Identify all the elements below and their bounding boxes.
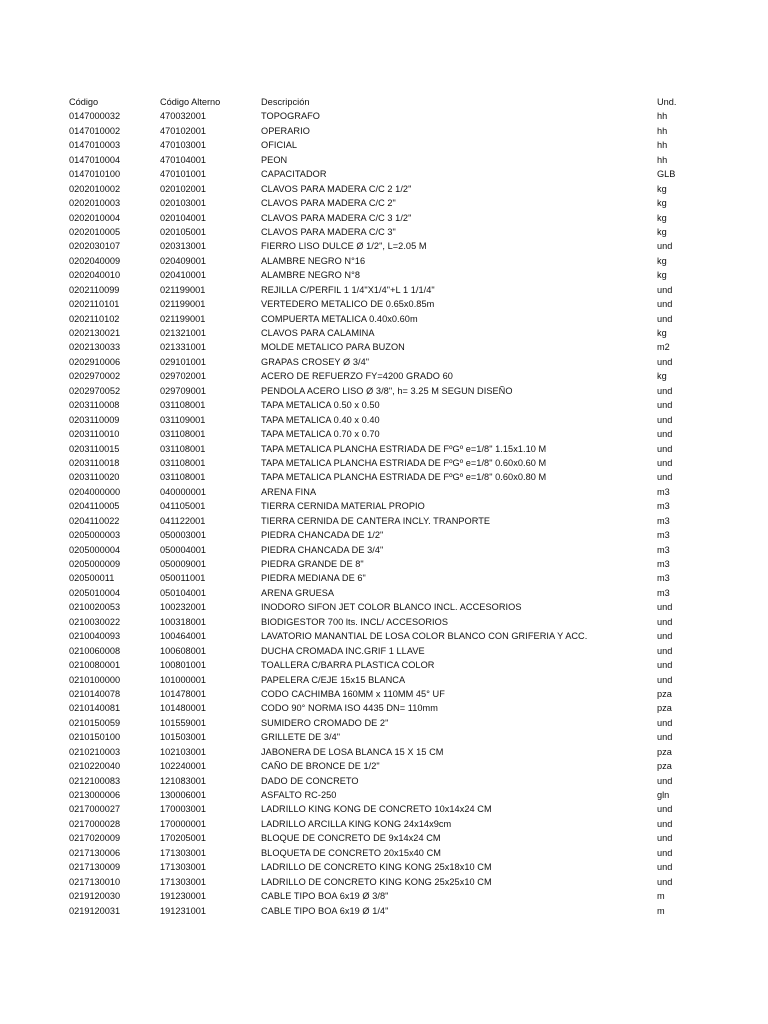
row-alt-code: 021321001	[160, 328, 206, 338]
row-code: 0205010004	[69, 587, 121, 598]
row-unit: und	[657, 717, 673, 728]
row-unit: m3	[657, 544, 670, 555]
table-row	[69, 427, 749, 441]
row-unit: und	[657, 818, 673, 829]
table-row	[69, 182, 749, 196]
row-code: 0147010100	[69, 169, 121, 180]
table-row	[69, 369, 749, 383]
row-unit: und	[657, 732, 673, 743]
row-alt-code: 170000001	[160, 818, 206, 829]
row-description: CLAVOS PARA MADERA C/C 3"	[261, 226, 396, 237]
table-row	[69, 687, 749, 701]
row-code: 0205000004	[69, 544, 121, 555]
row-alt-code: 050003001	[160, 530, 206, 541]
row-description: CAÑO DE BRONCE DE 1/2"	[261, 761, 380, 772]
row-unit: und	[657, 631, 673, 642]
row-code: 0202970002	[69, 371, 121, 382]
row-alt-code: 470104001	[160, 154, 206, 165]
row-alt-code: 020103001	[160, 198, 206, 209]
row-unit: und	[657, 645, 673, 656]
row-unit: und	[657, 862, 673, 873]
row-alt-code: 020410001	[160, 270, 206, 281]
row-description: COMPUERTA METALICA 0.40x0.60m	[261, 313, 418, 324]
table-row	[69, 456, 749, 470]
row-description: CODO 90° NORMA ISO 4435 DN= 110mm	[261, 703, 438, 714]
row-unit: pza	[657, 703, 672, 714]
row-alt-code: 020105001	[160, 226, 206, 237]
row-code: 0202010004	[69, 212, 121, 223]
row-description: PAPELERA C/EJE 15x15 BLANCA	[261, 674, 406, 685]
table-row	[69, 817, 749, 831]
row-description: OFICIAL	[261, 140, 298, 151]
row-code: 0205000009	[69, 559, 121, 569]
row-description: BIODIGESTOR 700 lts. INCL/ ACCESORIOS	[261, 616, 449, 627]
row-unit: und	[657, 457, 673, 468]
row-description: JABONERA DE LOSA BLANCA 15 X 15 CM	[261, 746, 444, 757]
row-description: BLOQUE DE CONCRETO DE 9x14x24 CM	[261, 833, 441, 844]
row-alt-code: 021199001	[160, 284, 206, 295]
row-alt-code: 020409001	[160, 255, 206, 266]
row-unit: kg	[657, 371, 667, 382]
row-description: TAPA METALICA 0.50 x 0.50	[261, 400, 380, 411]
row-code: 0202110102	[69, 313, 120, 324]
row-unit: hh	[657, 140, 668, 151]
row-code: 0202110101	[69, 299, 120, 310]
row-unit: hh	[657, 111, 668, 122]
row-unit: und	[657, 385, 673, 396]
row-alt-code: 102240001	[160, 761, 206, 772]
row-code: 0203110015	[69, 443, 120, 454]
table-row	[69, 442, 749, 456]
row-alt-code: 031108001	[160, 443, 206, 454]
row-alt-code: 130006001	[160, 790, 206, 800]
row-code: 0147010003	[69, 140, 121, 151]
row-description: REJILLA C/PERFIL 1 1/4"X1/4"+L 1 1/1/4"	[261, 284, 435, 295]
row-unit: und	[657, 602, 673, 613]
row-alt-code: 470101001	[160, 169, 206, 180]
row-unit: und	[657, 804, 673, 815]
row-description: TOALLERA C/BARRA PLASTICA COLOR	[261, 660, 435, 671]
row-unit: hh	[657, 154, 668, 165]
row-code: 0147010002	[69, 125, 121, 136]
row-unit: und	[657, 660, 673, 671]
row-unit: hh	[657, 125, 668, 136]
row-description: LAVATORIO MANANTIAL DE LOSA COLOR BLANCO CON GRIFERIA Y ACC.	[261, 631, 588, 642]
row-alt-code: 040000001	[160, 486, 206, 497]
row-description: MOLDE METALICO PARA BUZON	[261, 342, 405, 353]
row-alt-code: 100608001	[160, 645, 206, 656]
table-row	[69, 774, 749, 788]
row-alt-code: 020313001	[160, 241, 206, 252]
row-unit: und	[657, 833, 673, 844]
row-code: 0210140081	[69, 703, 121, 714]
row-alt-code: 031108001	[160, 429, 206, 440]
row-description: ARENA FINA	[261, 486, 317, 497]
row-description: TAPA METALICA PLANCHA ESTRIADA DE FºGº e=1/8" 1.15x1.10 M	[261, 443, 547, 454]
row-alt-code: 050104001	[160, 587, 206, 598]
row-alt-code: 121083001	[160, 775, 206, 786]
row-code: 0210060008	[69, 645, 121, 656]
table-row	[69, 239, 749, 253]
row-alt-code: 021331001	[160, 342, 206, 353]
row-alt-code: 100318001	[160, 616, 206, 627]
row-alt-code: 029709001	[160, 385, 206, 396]
row-code: 0202010003	[69, 198, 121, 209]
table-row	[69, 340, 749, 354]
table-row	[69, 889, 749, 903]
table-row	[69, 283, 749, 297]
row-code: 0203110018	[69, 457, 120, 468]
table-row	[69, 860, 749, 874]
row-unit: und	[657, 472, 673, 483]
row-unit: GLB	[657, 169, 676, 180]
row-description: CODO CACHIMBA 160MM x 110MM 45° UF	[261, 688, 445, 699]
row-code: 0210100000	[69, 674, 121, 685]
table-row	[69, 875, 749, 889]
row-alt-code: 171303001	[160, 876, 206, 887]
row-alt-code: 031109001	[160, 414, 206, 425]
table-body	[69, 109, 749, 918]
row-description: PIEDRA CHANCADA DE 3/4"	[261, 544, 384, 555]
row-unit: und	[657, 241, 673, 252]
header-alt-code: Código Alterno	[160, 97, 221, 107]
row-code: 0203110020	[69, 472, 120, 483]
row-unit: m2	[657, 342, 670, 353]
row-description: LADRILLO ARCILLA KING KONG 24x14x9cm	[261, 818, 452, 829]
header-description: Descripción	[261, 97, 310, 107]
row-unit: pza	[657, 688, 672, 699]
table-row	[69, 586, 749, 600]
row-code: 0219120030	[69, 891, 121, 902]
table-row	[69, 644, 749, 658]
row-alt-code: 020104001	[160, 212, 206, 223]
row-alt-code: 470103001	[160, 140, 206, 151]
row-code: 020500011	[69, 573, 115, 584]
table-row	[69, 904, 749, 918]
row-alt-code: 031108001	[160, 400, 206, 411]
table-row	[69, 673, 749, 687]
table-header	[69, 95, 749, 109]
row-description: CLAVOS PARA MADERA C/C 2"	[261, 198, 396, 209]
row-unit: m3	[657, 486, 670, 497]
row-description: VERTEDERO METALICO DE 0.65x0.85m	[261, 299, 435, 310]
row-code: 0203110009	[69, 414, 120, 425]
row-code: 0210210003	[69, 746, 121, 757]
row-description: ARENA GRUESA	[261, 587, 335, 598]
row-description: PENDOLA ACERO LISO Ø 3/8", h= 3.25 M SEGUN DISEÑO	[261, 385, 513, 396]
row-code: 0204110005	[69, 501, 120, 512]
row-code: 0213000006	[69, 790, 121, 800]
row-code: 0210080001	[69, 660, 121, 671]
row-alt-code: 020102001	[160, 183, 206, 194]
row-code: 0202030107	[69, 241, 121, 252]
row-alt-code: 050004001	[160, 544, 206, 555]
table-row	[69, 254, 749, 268]
row-alt-code: 029101001	[160, 356, 206, 367]
table-row	[69, 413, 749, 427]
row-unit: m3	[657, 573, 670, 584]
row-description: CAPACITADOR	[261, 169, 327, 180]
row-unit: und	[657, 400, 673, 411]
table-row	[69, 124, 749, 138]
row-description: FIERRO LISO DULCE Ø 1/2", L=2.05 M	[261, 241, 427, 252]
row-unit: m3	[657, 515, 670, 526]
row-description: GRILLETE DE 3/4"	[261, 732, 341, 743]
row-alt-code: 171303001	[160, 862, 206, 873]
row-code: 0217130010	[69, 876, 121, 887]
row-code: 0210040093	[69, 631, 121, 642]
table-row	[69, 846, 749, 860]
row-unit: und	[657, 443, 673, 454]
row-description: TAPA METALICA 0.70 x 0.70	[261, 429, 380, 440]
table-row	[69, 470, 749, 484]
row-unit: und	[657, 847, 673, 858]
row-description: LADRILLO KING KONG DE CONCRETO 10x14x24 CM	[261, 804, 492, 815]
row-description: TAPA METALICA PLANCHA ESTRIADA DE FºGº e=1/8" 0.60x0.60 M	[261, 457, 547, 468]
row-description: CLAVOS PARA CALAMINA	[261, 328, 375, 338]
row-alt-code: 170003001	[160, 804, 206, 815]
row-code: 0202130021	[69, 328, 121, 338]
row-alt-code: 470032001	[160, 111, 206, 122]
row-description: PEON	[261, 154, 288, 165]
row-code: 0202970052	[69, 385, 121, 396]
row-code: 0210030022	[69, 616, 121, 627]
table-row	[69, 384, 749, 398]
table-row	[69, 788, 749, 802]
row-alt-code: 021199001	[160, 313, 206, 324]
row-unit: kg	[657, 226, 667, 237]
row-description: ACERO DE REFUERZO FY=4200 GRADO 60	[261, 371, 453, 382]
table-row	[69, 312, 749, 326]
table-row	[69, 268, 749, 282]
table-row	[69, 109, 749, 123]
row-code: 0202110099	[69, 284, 120, 295]
row-alt-code: 171303001	[160, 847, 206, 858]
table-row	[69, 138, 749, 152]
row-alt-code: 100801001	[160, 660, 206, 671]
row-unit: und	[657, 414, 673, 425]
row-description: TIERRA CERNIDA MATERIAL PROPIO	[261, 501, 425, 512]
row-code: 0205000003	[69, 530, 121, 541]
row-alt-code: 029702001	[160, 371, 206, 382]
table-row	[69, 514, 749, 528]
row-alt-code: 101503001	[160, 732, 206, 743]
table-row	[69, 528, 749, 542]
row-description: TOPOGRAFO	[261, 111, 320, 122]
row-description: TIERRA CERNIDA DE CANTERA INCLY. TRANPORTE	[261, 515, 491, 526]
row-alt-code: 470102001	[160, 125, 206, 136]
row-description: INODORO SIFON JET COLOR BLANCO INCL. ACCESORIOS	[261, 602, 522, 613]
row-unit: m	[657, 905, 665, 916]
row-unit: und	[657, 284, 673, 295]
row-unit: kg	[657, 255, 667, 266]
table-row	[69, 759, 749, 773]
table-row	[69, 615, 749, 629]
row-description: DUCHA CROMADA INC.GRIF 1 LLAVE	[261, 645, 425, 656]
row-code: 0217000028	[69, 818, 121, 829]
row-unit: und	[657, 876, 673, 887]
row-description: SUMIDERO CROMADO DE 2"	[261, 717, 389, 728]
row-code: 0217130006	[69, 847, 121, 858]
table-row	[69, 543, 749, 557]
table-row	[69, 485, 749, 499]
table-row	[69, 196, 749, 210]
row-code: 0204110022	[69, 515, 120, 526]
row-unit: und	[657, 616, 673, 627]
row-code: 0217000027	[69, 804, 121, 815]
row-description: CLAVOS PARA MADERA C/C 3 1/2"	[261, 212, 412, 223]
row-description: OPERARIO	[261, 125, 310, 136]
table-row	[69, 326, 749, 340]
row-description: PIEDRA CHANCADA DE 1/2"	[261, 530, 384, 541]
row-code: 0202010005	[69, 226, 121, 237]
row-alt-code: 100464001	[160, 631, 206, 642]
table-row	[69, 211, 749, 225]
row-alt-code: 031108001	[160, 472, 206, 483]
row-code: 0210150100	[69, 732, 121, 743]
row-code: 0202010002	[69, 183, 121, 194]
row-unit: m3	[657, 501, 670, 512]
row-unit: und	[657, 299, 673, 310]
row-code: 0219120031	[69, 905, 121, 916]
row-alt-code: 021199001	[160, 299, 206, 310]
row-unit: und	[657, 674, 673, 685]
table-row	[69, 167, 749, 181]
table-row	[69, 153, 749, 167]
row-code: 0202040009	[69, 255, 121, 266]
table-row	[69, 355, 749, 369]
row-alt-code: 050009001	[160, 559, 206, 569]
row-description: TAPA METALICA PLANCHA ESTRIADA DE FºGº e=1/8" 0.60x0.80 M	[261, 472, 547, 483]
row-unit: kg	[657, 198, 667, 209]
row-description: PIEDRA GRANDE DE 8"	[261, 559, 364, 569]
row-code: 0202910006	[69, 356, 121, 367]
row-code: 0217130009	[69, 862, 121, 873]
row-alt-code: 031108001	[160, 457, 206, 468]
row-unit: und	[657, 313, 673, 324]
row-description: CLAVOS PARA MADERA C/C 2 1/2"	[261, 183, 412, 194]
row-code: 0217020009	[69, 833, 121, 844]
table-row	[69, 716, 749, 730]
row-unit: kg	[657, 328, 667, 338]
row-unit: kg	[657, 270, 667, 281]
row-code: 0202130033	[69, 342, 121, 353]
row-description: PIEDRA MEDIANA DE 6"	[261, 573, 366, 584]
row-unit: kg	[657, 212, 667, 223]
row-description: BLOQUETA DE CONCRETO 20x15x40 CM	[261, 847, 441, 858]
row-unit: m	[657, 891, 665, 902]
table-row	[69, 802, 749, 816]
row-alt-code: 041105001	[160, 501, 206, 512]
row-code: 0212100083	[69, 775, 121, 786]
table-row	[69, 730, 749, 744]
row-code: 0210140078	[69, 688, 121, 699]
row-unit: pza	[657, 746, 672, 757]
row-description: LADRILLO DE CONCRETO KING KONG 25x25x10 CM	[261, 876, 492, 887]
row-unit: m3	[657, 559, 670, 569]
table-row	[69, 225, 749, 239]
row-code: 0210150059	[69, 717, 121, 728]
row-description: CABLE TIPO BOA 6x19 Ø 1/4"	[261, 905, 389, 916]
row-code: 0210220040	[69, 761, 121, 772]
row-description: GRAPAS CROSEY Ø 3/4"	[261, 356, 370, 367]
row-description: ASFALTO RC-250	[261, 790, 337, 800]
row-alt-code: 191230001	[160, 891, 206, 902]
row-description: DADO DE CONCRETO	[261, 775, 359, 786]
row-alt-code: 102103001	[160, 746, 206, 757]
row-code: 0202040010	[69, 270, 121, 281]
row-description: LADRILLO DE CONCRETO KING KONG 25x18x10 CM	[261, 862, 492, 873]
materials-table	[69, 95, 749, 918]
table-row	[69, 658, 749, 672]
row-alt-code: 101480001	[160, 703, 206, 714]
table-row	[69, 557, 749, 571]
table-row	[69, 745, 749, 759]
table-row	[69, 297, 749, 311]
row-alt-code: 101559001	[160, 717, 206, 728]
row-code: 0147010004	[69, 154, 121, 165]
row-code: 0204000000	[69, 486, 121, 497]
row-code: 0203110010	[69, 429, 120, 440]
table-row	[69, 831, 749, 845]
row-alt-code: 041122001	[160, 515, 206, 526]
row-code: 0203110008	[69, 400, 120, 411]
row-code: 0147000032	[69, 111, 121, 122]
row-unit: m3	[657, 530, 670, 541]
header-unit: Und.	[657, 97, 677, 107]
row-alt-code: 050011001	[160, 573, 206, 584]
row-description: ALAMBRE NEGRO N°16	[261, 255, 366, 266]
table-row	[69, 701, 749, 715]
row-unit: und	[657, 775, 673, 786]
row-description: CABLE TIPO BOA 6x19 Ø 3/8"	[261, 891, 389, 902]
header-code: Código	[69, 97, 99, 107]
table-row	[69, 499, 749, 513]
row-unit: gln	[657, 790, 670, 800]
row-unit: und	[657, 429, 673, 440]
row-unit: kg	[657, 183, 667, 194]
row-description: ALAMBRE NEGRO N°8	[261, 270, 360, 281]
row-alt-code: 100232001	[160, 602, 206, 613]
row-unit: m3	[657, 587, 670, 598]
row-description: TAPA METALICA 0.40 x 0.40	[261, 414, 380, 425]
table-row	[69, 571, 749, 585]
row-code: 0210020053	[69, 602, 121, 613]
table-row	[69, 600, 749, 614]
row-unit: pza	[657, 761, 672, 772]
row-alt-code: 101478001	[160, 688, 206, 699]
row-alt-code: 170205001	[160, 833, 206, 844]
table-row	[69, 398, 749, 412]
row-alt-code: 191231001	[160, 905, 206, 916]
row-unit: und	[657, 356, 673, 367]
row-alt-code: 101000001	[160, 674, 206, 685]
table-row	[69, 629, 749, 643]
